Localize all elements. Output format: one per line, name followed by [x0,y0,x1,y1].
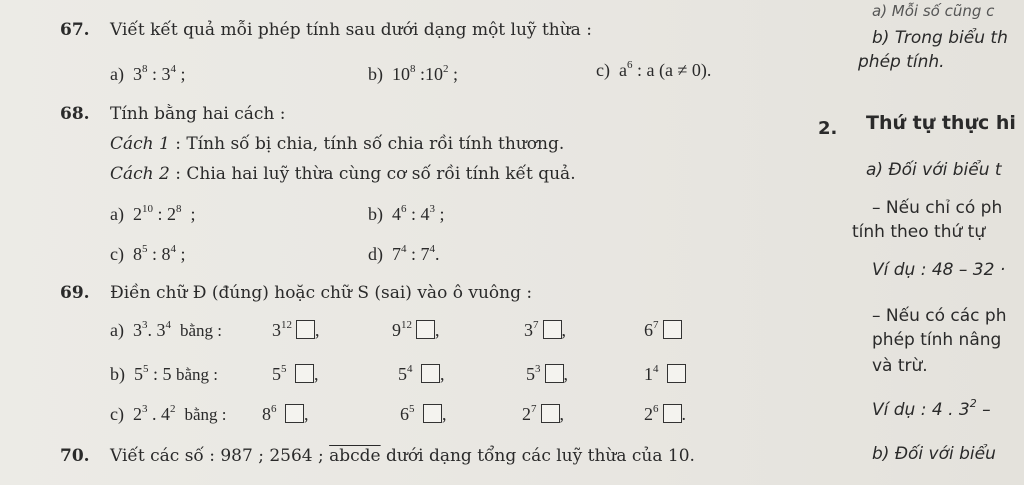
answer-option: $8^6$ , [262,403,309,424]
right-text-line: – Nếu chỉ có ph [872,198,1003,218]
problem-67a: a) $3^8$ : $3^4$ ; [110,63,186,84]
section-title: Thứ tự thực hi [866,112,1016,134]
answer-option: $6^5$ , [400,403,447,424]
problem-68d: d) $7^4$ : $7^4$. [368,243,440,264]
answer-checkbox[interactable] [421,364,440,383]
answer-option: $2^6$ . [644,403,686,424]
answer-option: $9^{12}$ , [392,319,440,340]
right-text-line: và trừ. [872,356,928,376]
answer-checkbox[interactable] [543,320,562,339]
answer-checkbox[interactable] [285,404,304,423]
method-2: Cách 2 : Chia hai luỹ thừa cùng cơ số rồi tính kết quả. [110,164,576,184]
answer-option: $5^4$ , [398,363,445,384]
answer-checkbox[interactable] [663,320,682,339]
right-text-line: b) Trong biểu th [872,28,1008,48]
right-text-line: a) Mỗi số cũng c [872,2,995,20]
answer-checkbox[interactable] [545,364,564,383]
right-text-line: phép tính. [858,52,945,72]
problem-67-number: 67. [60,20,90,40]
right-text-line: – Nếu có các ph [872,306,1007,326]
problem-70-text: Viết các số : 987 ; 2564 ; abcde dưới dạng tổng các luỹ thừa của 10. [110,446,695,466]
right-text-line: tính theo thứ tự [852,222,986,242]
problem-67c: c) $a^6$ : a (a ≠ 0). [596,59,712,80]
problem-69b-expression: b) $5^5$ : 5 bằng : [110,363,219,384]
answer-checkbox[interactable] [423,404,442,423]
problem-67-instruction: Viết kết quả mỗi phép tính sau dưới dạng một luỹ thừa : [110,20,592,40]
problem-69-instruction: Điền chữ Đ (đúng) hoặc chữ S (sai) vào ô vuông : [110,283,533,303]
item-label: c) [596,60,610,80]
answer-checkbox[interactable] [667,364,686,383]
problem-70-number: 70. [60,446,90,466]
problem-69c-expression: c) $2^3$ . $4^2$ bằng : [110,403,227,424]
answer-option: $3^{12}$ , [272,319,320,340]
problem-69-number: 69. [60,283,90,303]
problem-68b: b) $4^6$ : $4^3$ ; [368,203,445,224]
problem-68a: a) $2^{10}$ : $2^8$ ; [110,203,196,224]
answer-checkbox[interactable] [295,364,314,383]
answer-checkbox[interactable] [663,404,682,423]
problem-67b: b) $10^8$ $:10^2$ ; [368,63,459,84]
answer-option: $2^7$ , [522,403,564,424]
answer-checkbox[interactable] [541,404,560,423]
overlined-number: abcde [329,446,381,466]
section-number: 2. [818,118,838,139]
method-1: Cách 1 : Tính số bị chia, tính số chia rồi tính thương. [110,134,565,154]
item-label: b) [368,64,383,84]
answer-option: $1^4$ [644,364,686,385]
answer-option: $5^5$ , [272,363,319,384]
right-text-line: Ví dụ : 4 . $3^2$ – [872,397,991,420]
right-text-line: phép tính nâng [872,330,1002,350]
problem-68c: c) $8^5$ : $8^4$ ; [110,243,186,264]
right-text-line: b) Đối với biểu [872,444,996,464]
answer-option: $3^7$ , [524,319,566,340]
problem-69a-expression: a) $3^3$. $3^4$ bằng : [110,319,223,340]
problem-68-number: 68. [60,104,90,124]
answer-option: $5^3$ , [526,363,568,384]
item-label: a) [110,64,124,84]
answer-option: $6^7$ [644,320,682,341]
right-text-line: a) Đối với biểu t [866,160,1002,180]
answer-checkbox[interactable] [416,320,435,339]
problem-68-instruction: Tính bằng hai cách : [110,104,286,124]
answer-checkbox[interactable] [296,320,315,339]
right-text-line: Ví dụ : 48 – 32 · [872,260,1006,280]
